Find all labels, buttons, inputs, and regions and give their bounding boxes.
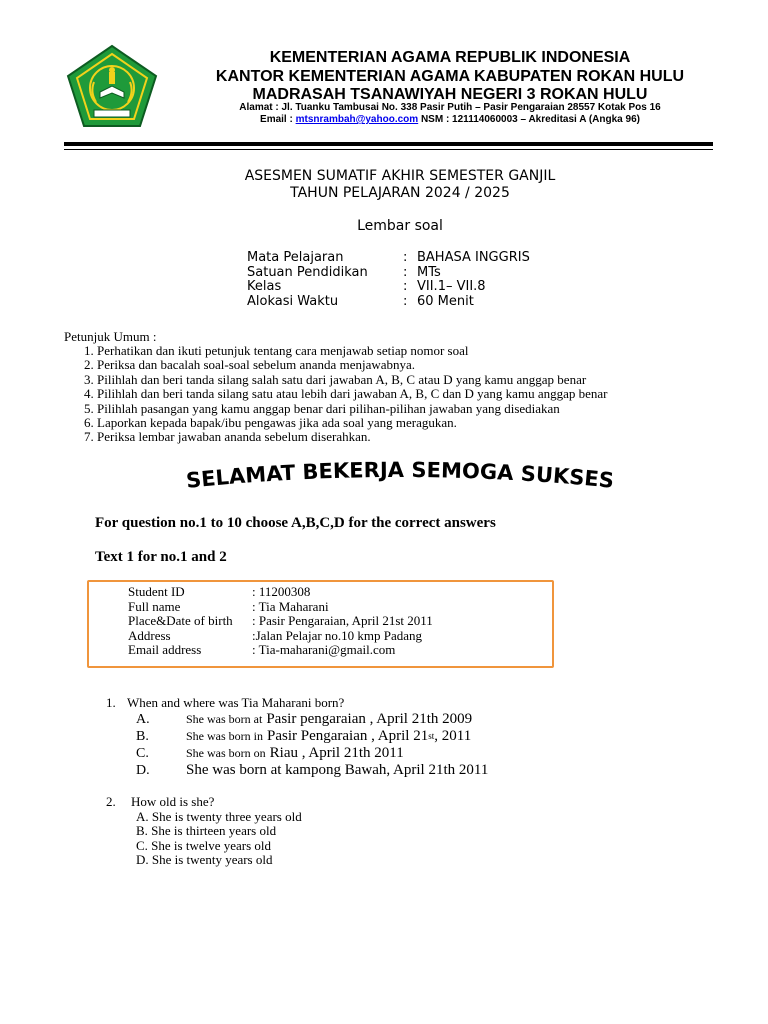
option-letter: A.	[136, 712, 150, 727]
header-ministry: KEMENTERIAN AGAMA REPUBLIK INDONESIA	[269, 49, 631, 66]
student-key: Student ID	[128, 584, 185, 599]
petunjuk-item: 4. Pilihlah dan beri tanda silang satu atau lebih dari jawaban A, B, C dan D yang kamu anggap benar	[97, 387, 724, 401]
header-school: MADRASAH TSANAWIYAH NEGERI 3 ROKAN HULU	[252, 86, 648, 103]
option-superscript: st	[428, 731, 435, 741]
info-row-class	[247, 280, 530, 295]
petunjuk-item: 3. Pilihlah dan beri tanda silang salah satu dari jawaban A, B, C atau D yang kamu anggap benar	[97, 373, 724, 387]
info-label: Kelas	[247, 279, 282, 294]
q1-option-d[interactable]	[136, 762, 488, 779]
question-number: 2.	[106, 794, 116, 809]
info-sep: :	[403, 279, 408, 294]
exam-title-line2: TAHUN PELAJARAN 2024 / 2025	[290, 185, 510, 201]
header-contact	[180, 113, 720, 126]
q1-option-c[interactable]	[136, 745, 488, 762]
petunjuk-list	[64, 344, 724, 445]
info-sep: :	[403, 293, 408, 309]
student-value: : Tia-maharani@gmail.com	[252, 642, 396, 657]
petunjuk-item: 7. Periksa lembar jawaban ananda sebelum diserahkan.	[97, 430, 724, 444]
q2-options	[136, 810, 302, 867]
student-row	[128, 643, 433, 658]
option-text: Pasir Pengaraian , April 21	[267, 728, 429, 744]
petunjuk-item: 5. Pilihlah pasangan yang kamu anggap benar dari pilihan-pilihan jawaban yang disediakan	[97, 402, 724, 416]
petunjuk-item: 2. Periksa dan bacalah soal-soal sebelum ananda menjawabnya.	[97, 358, 724, 372]
option-letter: B.	[136, 729, 149, 744]
q1-option-a[interactable]	[136, 711, 488, 728]
good-luck-banner	[150, 457, 650, 497]
email-link[interactable]: mtsnrambah@yahoo.com	[295, 114, 419, 125]
option-text: Pasir pengaraian , April 21th 2009	[266, 711, 473, 727]
info-sep: :	[403, 250, 408, 265]
option-prefix: She was born in	[186, 729, 263, 743]
q1-options	[136, 711, 488, 779]
question-number: 1.	[106, 695, 116, 710]
nsm-accreditation: NSM : 121114060003 – Akreditasi A (Angka 96)	[418, 114, 640, 125]
exam-title	[100, 168, 700, 202]
petunjuk-item: 1. Perhatikan dan ikuti petunjuk tentang cara menjawab setiap nomor soal	[97, 344, 724, 358]
info-row-unit	[247, 266, 530, 281]
option-prefix: She was born on	[186, 746, 266, 760]
info-row-time	[247, 295, 530, 310]
lembar-soal-title: Lembar soal	[357, 218, 443, 234]
question-text: How old is she?	[131, 794, 215, 809]
info-value: BAHASA INGGRIS	[417, 250, 530, 265]
header-office: KANTOR KEMENTERIAN AGAMA KABUPATEN ROKAN HULU	[215, 68, 685, 85]
student-key: Full name	[128, 598, 181, 614]
info-value: 60 Menit	[417, 293, 474, 309]
student-value: : Tia Maharani	[252, 598, 329, 614]
info-row-subject	[247, 251, 530, 266]
option-prefix: She was born at	[186, 712, 263, 726]
header-divider-thick	[64, 142, 713, 146]
student-row	[128, 614, 433, 629]
info-value: MTs	[417, 264, 441, 280]
q1-option-b[interactable]	[136, 728, 488, 745]
q2-option-b[interactable]: B. She is thirteen years old	[136, 823, 277, 839]
student-row	[128, 600, 433, 615]
student-key: Email address	[128, 642, 202, 657]
madrasah-logo	[64, 44, 160, 128]
q2-option-d[interactable]: D. She is twenty years old	[136, 851, 273, 867]
option-tail: , 2011	[434, 728, 472, 744]
student-value: : Pasir Pengaraian, April 21st 2011	[252, 613, 433, 628]
q2-option-a[interactable]: A. She is twenty three years old	[136, 809, 302, 824]
exam-title-line1: ASESMEN SUMATIF AKHIR SEMESTER GANJIL	[244, 168, 556, 184]
student-data	[128, 585, 433, 658]
exam-info	[247, 251, 530, 309]
header-divider-thin	[64, 149, 713, 150]
info-label: Alokasi Waktu	[247, 293, 339, 309]
info-value: VII.1– VII.8	[417, 279, 486, 294]
section-instruction: For question no.1 to 10 choose A,B,C,D for the correct answers	[95, 515, 496, 531]
text1-heading: Text 1 for no.1 and 2	[95, 549, 227, 565]
info-label: Satuan Pendidikan	[247, 264, 368, 280]
option-letter: D.	[136, 763, 150, 778]
email-label: Email :	[260, 114, 296, 125]
petunjuk-item: 6. Laporkan kepada bapak/ibu pengawas jika ada soal yang meragukan.	[97, 416, 724, 430]
student-row	[128, 629, 433, 644]
question-2	[106, 794, 214, 810]
student-key: Address	[128, 627, 171, 643]
student-value: : 11200308	[252, 584, 311, 599]
svg-text:SELAMAT BEKERJA SEMOGA SUKSES	[185, 458, 615, 493]
info-sep: :	[403, 264, 408, 280]
info-label: Mata Pelajaran	[247, 250, 344, 265]
question-text: When and where was Tia Maharani born?	[127, 695, 345, 710]
question-1	[106, 695, 344, 711]
option-text: Riau , April 21th 2011	[269, 745, 404, 761]
student-value: :Jalan Pelajar no.10 kmp Padang	[252, 627, 423, 643]
petunjuk-heading: Petunjuk Umum :	[64, 329, 157, 344]
option-letter: C.	[136, 746, 149, 761]
option-text: She was born at kampong Bawah, April 21th 2011	[186, 762, 489, 778]
header-address: Alamat : Jl. Tuanku Tambusai No. 338 Pasir Putih – Pasir Pengaraian 28557 Kotak Pos 16	[239, 102, 661, 113]
student-key: Place&Date of birth	[128, 613, 233, 628]
student-row	[128, 585, 433, 600]
q2-option-c[interactable]: C. She is twelve years old	[136, 837, 272, 853]
kemenag-emblem-icon	[64, 44, 160, 128]
banner-text: SELAMAT BEKERJA SEMOGA SUKSES	[184, 457, 616, 493]
